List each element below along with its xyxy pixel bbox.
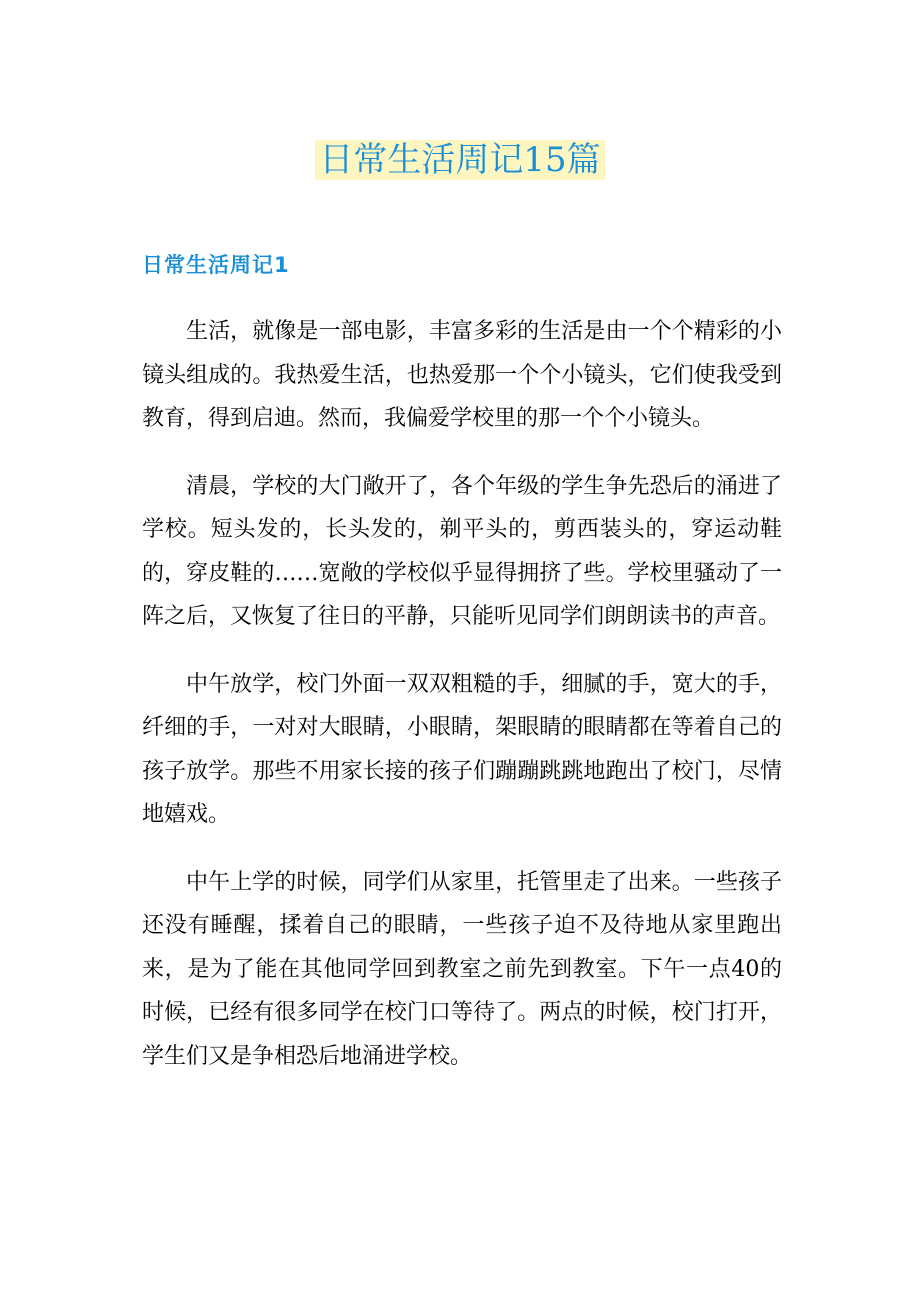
paragraph-1: 生活，就像是一部电影，丰富多彩的生活是由一个个精彩的小镜头组成的。我热爱生活，也热爱那一个个小镜头，它们使我受到教育，得到启迪。然而，我偏爱学校里的那一个个小镜头。 (142, 319, 782, 431)
section-heading: 日常生活周记1 (142, 253, 290, 277)
document-body (142, 310, 782, 1102)
document-title-text: 日常生活周记15篇 (315, 140, 604, 180)
paragraph-2: 清晨，学校的大门敞开了，各个年级的学生争先恐后的涌进了学校。短头发的，长头发的，剃平头的，剪西装头的，穿运动鞋的，穿皮鞋的……宽敞的学校似乎显得拥挤了些。学校里骚动了一阵之后，又恢复了往日的平静，只能听见同学们朗朗读书的声音。 (142, 473, 782, 629)
document-title (0, 136, 920, 184)
paragraph-3: 中午放学，校门外面一双双粗糙的手，细腻的手，宽大的手，纤细的手，一对对大眼睛，小眼睛，架眼睛的眼睛都在等着自己的孩子放学。那些不用家长接的孩子们蹦蹦跳跳地跑出了校门，尽情地嬉戏。 (142, 671, 782, 827)
paragraph-4: 中午上学的时候，同学们从家里，托管里走了出来。一些孩子还没有睡醒，揉着自己的眼睛，一些孩子迫不及待地从家里跑出来，是为了能在其他同学回到教室之前先到教室。下午一点40的时候，已经有很多同学在校门口等待了。两点的时候，校门打开，学生们又是争相恐后地涌进学校。 (142, 869, 782, 1069)
